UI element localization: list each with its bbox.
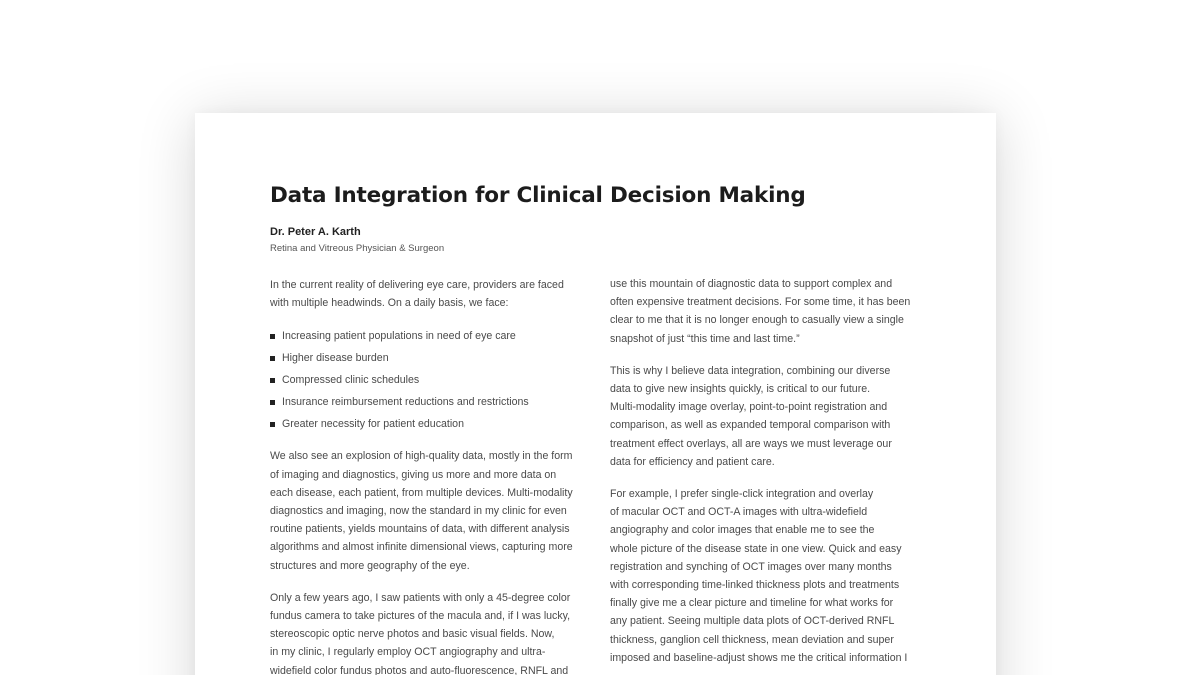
left-column bbox=[270, 276, 588, 675]
document-title: Data Integration for Clinical Decision Making bbox=[270, 183, 806, 208]
text-line: often expensive treatment decisions. For some time, it has been bbox=[610, 296, 911, 309]
text-line: In the current reality of delivering eye care, providers are faced bbox=[270, 279, 564, 291]
body-paragraph bbox=[610, 275, 925, 348]
list-item bbox=[270, 370, 588, 392]
bullet-square-icon bbox=[270, 334, 275, 339]
text-line: of imaging and diagnostics, giving us more and more data on bbox=[270, 468, 557, 481]
text-line: any patient. Seeing multiple data plots of OCT-derived RNFL bbox=[610, 615, 895, 628]
body-paragraph bbox=[270, 447, 588, 574]
text-line: with corresponding time-linked thickness plots and treatments bbox=[610, 579, 900, 592]
text-line: Only a few years ago, I saw patients with only a 45-degree color bbox=[270, 591, 571, 604]
text-line: data for efficiency and patient care. bbox=[610, 455, 775, 468]
bullet-square-icon bbox=[270, 356, 275, 361]
list-item bbox=[270, 392, 588, 414]
text-line: with multiple headwinds. On a daily basis, we face: bbox=[270, 297, 509, 310]
list-item-text: Insurance reimbursement reductions and restrictions bbox=[282, 395, 529, 408]
text-line: stereoscopic optic nerve photos and basic visual fields. Now, bbox=[270, 628, 555, 641]
text-line: For example, I prefer single-click integration and overlay bbox=[610, 488, 874, 501]
text-line: comparison, as well as expanded temporal comparison with bbox=[610, 419, 891, 432]
list-item-text: Compressed clinic schedules bbox=[282, 374, 420, 386]
text-line: of macular OCT and OCT-A images with ultra-widefield bbox=[610, 506, 868, 519]
text-line: whole picture of the disease state in one view. Quick and easy bbox=[610, 542, 902, 555]
list-item-text: Greater necessity for patient education bbox=[282, 417, 464, 430]
text-line: in my clinic, I regularly employ OCT angiography and ultra- bbox=[270, 646, 546, 659]
list-item-text: Increasing patient populations in need of eye care bbox=[282, 330, 516, 343]
document-page bbox=[195, 113, 996, 675]
text-line: routine patients, yields mountains of data, with different analysis bbox=[270, 523, 570, 536]
bullet-square-icon bbox=[270, 400, 275, 405]
list-item-text: Higher disease burden bbox=[282, 352, 389, 365]
body-paragraph bbox=[610, 485, 925, 667]
headwinds-list bbox=[270, 326, 588, 435]
intro-paragraph bbox=[270, 276, 588, 312]
text-line: structures and more geography of the eye. bbox=[270, 559, 470, 572]
text-line: thickness, ganglion cell thickness, mean deviation and super bbox=[610, 633, 894, 646]
bullet-square-icon bbox=[270, 378, 275, 383]
body-paragraph bbox=[270, 589, 588, 675]
text-line: We also see an explosion of high-quality data, mostly in the form bbox=[270, 450, 573, 463]
text-line: registration and synching of OCT images over many months bbox=[610, 560, 892, 573]
text-line: each disease, each patient, from multiple devices. Multi-modality bbox=[270, 486, 573, 499]
list-item bbox=[270, 348, 588, 370]
text-line: use this mountain of diagnostic data to support complex and bbox=[610, 278, 893, 290]
author-name: Dr. Peter A. Karth bbox=[270, 226, 361, 238]
list-item bbox=[270, 414, 588, 436]
text-line: treatment effect overlays, all are ways we must leverage our bbox=[610, 437, 892, 450]
body-paragraph bbox=[610, 362, 925, 471]
bullet-square-icon bbox=[270, 422, 275, 427]
text-line: snapshot of just “this time and last time.” bbox=[610, 332, 800, 345]
right-column bbox=[610, 275, 925, 675]
list-item bbox=[270, 326, 588, 348]
text-line: angiography and color images that enable me to see the bbox=[610, 524, 875, 537]
text-line: finally give me a clear picture and timeline for what works for bbox=[610, 597, 894, 610]
text-line: algorithms and almost infinite dimensional views, capturing more bbox=[270, 541, 573, 554]
text-line: imposed and baseline-adjust shows me the critical information I bbox=[610, 651, 908, 664]
author-affiliation: Retina and Vitreous Physician & Surgeon bbox=[270, 243, 445, 254]
text-line: fundus camera to take pictures of the macula and, if I was lucky, bbox=[270, 610, 571, 623]
text-line: widefield color fundus photos and auto-fluorescence, RNFL and bbox=[270, 664, 569, 675]
text-line: Multi-modality image overlay, point-to-point registration and bbox=[610, 401, 888, 414]
text-line: This is why I believe data integration, combining our diverse bbox=[610, 364, 891, 377]
text-line: clear to me that it is no longer enough to casually view a single bbox=[610, 314, 904, 327]
text-line: data to give new insights quickly, is critical to our future. bbox=[610, 383, 871, 396]
text-line: diagnostics and imaging, now the standard in my clinic for even bbox=[270, 505, 567, 517]
